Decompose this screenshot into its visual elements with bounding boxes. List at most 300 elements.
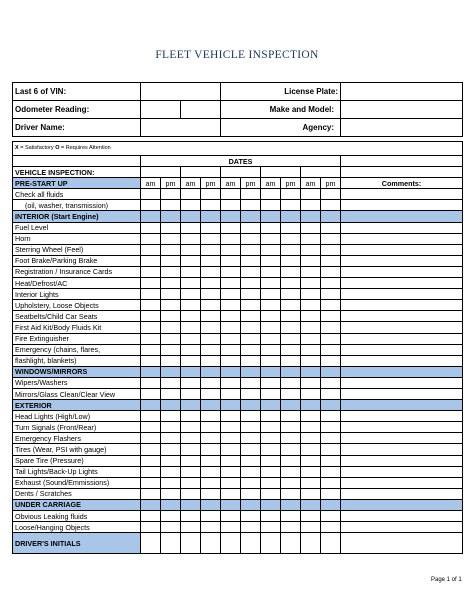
check-cell[interactable] <box>241 211 261 222</box>
check-cell[interactable] <box>281 499 301 510</box>
check-cell[interactable] <box>181 266 201 277</box>
check-cell[interactable] <box>201 311 221 322</box>
check-cell[interactable] <box>261 433 281 444</box>
check-cell[interactable] <box>221 266 241 277</box>
comment-cell[interactable] <box>341 333 463 344</box>
check-cell[interactable] <box>321 278 341 289</box>
check-cell[interactable] <box>221 300 241 311</box>
check-cell[interactable] <box>181 322 201 333</box>
check-cell[interactable] <box>221 311 241 322</box>
check-cell[interactable] <box>141 255 161 266</box>
check-cell[interactable] <box>161 189 181 200</box>
check-cell[interactable] <box>181 366 201 377</box>
check-cell[interactable] <box>161 233 181 244</box>
vin-field[interactable] <box>141 83 221 101</box>
comment-cell[interactable] <box>341 499 463 510</box>
check-cell[interactable] <box>221 211 241 222</box>
check-cell[interactable] <box>241 255 261 266</box>
odometer-field-2[interactable] <box>181 101 221 119</box>
comment-cell[interactable] <box>341 311 463 322</box>
check-cell[interactable] <box>161 466 181 477</box>
check-cell[interactable] <box>301 222 321 233</box>
check-cell[interactable] <box>181 333 201 344</box>
check-cell[interactable] <box>201 511 221 522</box>
comment-cell[interactable] <box>341 455 463 466</box>
comment-cell[interactable] <box>341 300 463 311</box>
check-cell[interactable] <box>201 278 221 289</box>
check-cell[interactable] <box>261 533 281 554</box>
check-cell[interactable] <box>321 511 341 522</box>
check-cell[interactable] <box>181 189 201 200</box>
check-cell[interactable] <box>181 455 201 466</box>
check-cell[interactable] <box>181 400 201 411</box>
check-cell[interactable] <box>281 344 301 355</box>
check-cell[interactable] <box>261 200 281 211</box>
comment-cell[interactable] <box>341 233 463 244</box>
check-cell[interactable] <box>281 189 301 200</box>
check-cell[interactable] <box>161 278 181 289</box>
check-cell[interactable] <box>281 366 301 377</box>
check-cell[interactable] <box>301 433 321 444</box>
check-cell[interactable] <box>241 222 261 233</box>
check-cell[interactable] <box>301 377 321 388</box>
check-cell[interactable] <box>241 344 261 355</box>
check-cell[interactable] <box>241 377 261 388</box>
check-cell[interactable] <box>321 455 341 466</box>
check-cell[interactable] <box>161 477 181 488</box>
check-cell[interactable] <box>301 255 321 266</box>
make-field[interactable] <box>341 101 463 119</box>
check-cell[interactable] <box>241 266 261 277</box>
comment-cell[interactable] <box>341 522 463 533</box>
comment-cell[interactable] <box>341 244 463 255</box>
check-cell[interactable] <box>181 244 201 255</box>
check-cell[interactable] <box>301 200 321 211</box>
check-cell[interactable] <box>241 511 261 522</box>
check-cell[interactable] <box>161 211 181 222</box>
check-cell[interactable] <box>201 522 221 533</box>
check-cell[interactable] <box>141 311 161 322</box>
comment-cell[interactable] <box>341 200 463 211</box>
check-cell[interactable] <box>321 255 341 266</box>
check-cell[interactable] <box>281 533 301 554</box>
check-cell[interactable] <box>141 366 161 377</box>
check-cell[interactable] <box>321 522 341 533</box>
check-cell[interactable] <box>241 477 261 488</box>
check-cell[interactable] <box>241 200 261 211</box>
check-cell[interactable] <box>141 244 161 255</box>
check-cell[interactable] <box>221 488 241 499</box>
check-cell[interactable] <box>221 333 241 344</box>
check-cell[interactable] <box>241 422 261 433</box>
check-cell[interactable] <box>141 322 161 333</box>
check-cell[interactable] <box>261 233 281 244</box>
check-cell[interactable] <box>181 499 201 510</box>
check-cell[interactable] <box>181 522 201 533</box>
check-cell[interactable] <box>241 289 261 300</box>
check-cell[interactable] <box>181 278 201 289</box>
check-cell[interactable] <box>181 411 201 422</box>
check-cell[interactable] <box>281 433 301 444</box>
check-cell[interactable] <box>301 444 321 455</box>
check-cell[interactable] <box>241 433 261 444</box>
check-cell[interactable] <box>221 511 241 522</box>
check-cell[interactable] <box>221 422 241 433</box>
check-cell[interactable] <box>321 300 341 311</box>
check-cell[interactable] <box>221 400 241 411</box>
check-cell[interactable] <box>241 278 261 289</box>
check-cell[interactable] <box>221 355 241 366</box>
comment-cell[interactable] <box>341 278 463 289</box>
check-cell[interactable] <box>301 488 321 499</box>
check-cell[interactable] <box>261 400 281 411</box>
check-cell[interactable] <box>141 466 161 477</box>
check-cell[interactable] <box>241 411 261 422</box>
comment-cell[interactable] <box>341 289 463 300</box>
check-cell[interactable] <box>261 322 281 333</box>
check-cell[interactable] <box>141 400 161 411</box>
comment-cell[interactable] <box>341 222 463 233</box>
check-cell[interactable] <box>301 278 321 289</box>
check-cell[interactable] <box>201 488 221 499</box>
check-cell[interactable] <box>141 499 161 510</box>
check-cell[interactable] <box>161 411 181 422</box>
check-cell[interactable] <box>181 311 201 322</box>
check-cell[interactable] <box>281 400 301 411</box>
check-cell[interactable] <box>141 200 161 211</box>
check-cell[interactable] <box>221 455 241 466</box>
check-cell[interactable] <box>221 366 241 377</box>
check-cell[interactable] <box>141 289 161 300</box>
comment-cell[interactable] <box>341 189 463 200</box>
check-cell[interactable] <box>241 522 261 533</box>
check-cell[interactable] <box>261 388 281 399</box>
check-cell[interactable] <box>221 289 241 300</box>
check-cell[interactable] <box>181 344 201 355</box>
check-cell[interactable] <box>301 533 321 554</box>
check-cell[interactable] <box>141 344 161 355</box>
check-cell[interactable] <box>261 411 281 422</box>
check-cell[interactable] <box>321 244 341 255</box>
check-cell[interactable] <box>301 400 321 411</box>
check-cell[interactable] <box>201 411 221 422</box>
check-cell[interactable] <box>141 511 161 522</box>
check-cell[interactable] <box>301 388 321 399</box>
check-cell[interactable] <box>301 266 321 277</box>
check-cell[interactable] <box>201 444 221 455</box>
check-cell[interactable] <box>201 466 221 477</box>
check-cell[interactable] <box>261 455 281 466</box>
check-cell[interactable] <box>181 355 201 366</box>
check-cell[interactable] <box>181 422 201 433</box>
check-cell[interactable] <box>241 388 261 399</box>
check-cell[interactable] <box>201 400 221 411</box>
check-cell[interactable] <box>181 511 201 522</box>
check-cell[interactable] <box>281 200 301 211</box>
check-cell[interactable] <box>161 499 181 510</box>
check-cell[interactable] <box>241 533 261 554</box>
check-cell[interactable] <box>241 355 261 366</box>
plate-field[interactable] <box>341 83 463 101</box>
check-cell[interactable] <box>201 477 221 488</box>
check-cell[interactable] <box>221 233 241 244</box>
check-cell[interactable] <box>221 522 241 533</box>
check-cell[interactable] <box>301 211 321 222</box>
check-cell[interactable] <box>321 233 341 244</box>
check-cell[interactable] <box>141 189 161 200</box>
check-cell[interactable] <box>281 511 301 522</box>
check-cell[interactable] <box>321 411 341 422</box>
check-cell[interactable] <box>281 411 301 422</box>
check-cell[interactable] <box>181 222 201 233</box>
check-cell[interactable] <box>261 477 281 488</box>
check-cell[interactable] <box>241 300 261 311</box>
check-cell[interactable] <box>201 366 221 377</box>
check-cell[interactable] <box>201 266 221 277</box>
check-cell[interactable] <box>161 455 181 466</box>
comment-cell[interactable] <box>341 411 463 422</box>
comment-cell[interactable] <box>341 355 463 366</box>
check-cell[interactable] <box>241 244 261 255</box>
check-cell[interactable] <box>321 211 341 222</box>
check-cell[interactable] <box>181 289 201 300</box>
comment-cell[interactable] <box>341 255 463 266</box>
check-cell[interactable] <box>281 466 301 477</box>
check-cell[interactable] <box>161 377 181 388</box>
check-cell[interactable] <box>261 211 281 222</box>
check-cell[interactable] <box>301 355 321 366</box>
check-cell[interactable] <box>321 289 341 300</box>
check-cell[interactable] <box>281 333 301 344</box>
check-cell[interactable] <box>201 255 221 266</box>
check-cell[interactable] <box>281 278 301 289</box>
check-cell[interactable] <box>221 499 241 510</box>
check-cell[interactable] <box>261 333 281 344</box>
check-cell[interactable] <box>301 511 321 522</box>
check-cell[interactable] <box>301 366 321 377</box>
check-cell[interactable] <box>161 511 181 522</box>
check-cell[interactable] <box>321 400 341 411</box>
check-cell[interactable] <box>241 400 261 411</box>
check-cell[interactable] <box>261 377 281 388</box>
check-cell[interactable] <box>221 222 241 233</box>
comment-cell[interactable] <box>341 433 463 444</box>
check-cell[interactable] <box>261 466 281 477</box>
check-cell[interactable] <box>141 388 161 399</box>
check-cell[interactable] <box>221 477 241 488</box>
check-cell[interactable] <box>301 333 321 344</box>
check-cell[interactable] <box>261 300 281 311</box>
check-cell[interactable] <box>141 333 161 344</box>
comment-cell[interactable] <box>341 533 463 554</box>
check-cell[interactable] <box>241 444 261 455</box>
check-cell[interactable] <box>221 344 241 355</box>
check-cell[interactable] <box>141 533 161 554</box>
check-cell[interactable] <box>141 433 161 444</box>
check-cell[interactable] <box>141 222 161 233</box>
check-cell[interactable] <box>301 322 321 333</box>
check-cell[interactable] <box>201 222 221 233</box>
check-cell[interactable] <box>301 455 321 466</box>
comment-cell[interactable] <box>341 400 463 411</box>
check-cell[interactable] <box>281 266 301 277</box>
check-cell[interactable] <box>201 244 221 255</box>
check-cell[interactable] <box>141 411 161 422</box>
check-cell[interactable] <box>161 311 181 322</box>
check-cell[interactable] <box>201 455 221 466</box>
check-cell[interactable] <box>321 533 341 554</box>
check-cell[interactable] <box>161 400 181 411</box>
check-cell[interactable] <box>161 255 181 266</box>
check-cell[interactable] <box>281 488 301 499</box>
check-cell[interactable] <box>161 322 181 333</box>
check-cell[interactable] <box>141 266 161 277</box>
check-cell[interactable] <box>181 433 201 444</box>
check-cell[interactable] <box>261 488 281 499</box>
comment-cell[interactable] <box>341 422 463 433</box>
check-cell[interactable] <box>281 477 301 488</box>
check-cell[interactable] <box>161 333 181 344</box>
check-cell[interactable] <box>281 233 301 244</box>
check-cell[interactable] <box>281 300 301 311</box>
check-cell[interactable] <box>161 422 181 433</box>
check-cell[interactable] <box>181 533 201 554</box>
check-cell[interactable] <box>261 422 281 433</box>
check-cell[interactable] <box>201 355 221 366</box>
check-cell[interactable] <box>281 422 301 433</box>
check-cell[interactable] <box>321 189 341 200</box>
check-cell[interactable] <box>261 511 281 522</box>
check-cell[interactable] <box>241 322 261 333</box>
check-cell[interactable] <box>241 466 261 477</box>
check-cell[interactable] <box>301 233 321 244</box>
check-cell[interactable] <box>261 444 281 455</box>
check-cell[interactable] <box>181 377 201 388</box>
check-cell[interactable] <box>201 300 221 311</box>
check-cell[interactable] <box>141 444 161 455</box>
check-cell[interactable] <box>161 244 181 255</box>
check-cell[interactable] <box>161 355 181 366</box>
check-cell[interactable] <box>321 311 341 322</box>
check-cell[interactable] <box>241 311 261 322</box>
check-cell[interactable] <box>281 244 301 255</box>
check-cell[interactable] <box>181 200 201 211</box>
comment-cell[interactable] <box>341 488 463 499</box>
check-cell[interactable] <box>201 433 221 444</box>
check-cell[interactable] <box>161 266 181 277</box>
check-cell[interactable] <box>201 289 221 300</box>
check-cell[interactable] <box>281 377 301 388</box>
check-cell[interactable] <box>201 200 221 211</box>
check-cell[interactable] <box>161 300 181 311</box>
check-cell[interactable] <box>221 278 241 289</box>
check-cell[interactable] <box>281 355 301 366</box>
check-cell[interactable] <box>241 488 261 499</box>
check-cell[interactable] <box>321 355 341 366</box>
comment-cell[interactable] <box>341 511 463 522</box>
check-cell[interactable] <box>301 422 321 433</box>
check-cell[interactable] <box>201 388 221 399</box>
check-cell[interactable] <box>301 300 321 311</box>
comment-cell[interactable] <box>341 444 463 455</box>
check-cell[interactable] <box>321 344 341 355</box>
check-cell[interactable] <box>281 388 301 399</box>
check-cell[interactable] <box>321 366 341 377</box>
check-cell[interactable] <box>261 366 281 377</box>
check-cell[interactable] <box>181 300 201 311</box>
check-cell[interactable] <box>141 477 161 488</box>
check-cell[interactable] <box>241 189 261 200</box>
check-cell[interactable] <box>161 488 181 499</box>
check-cell[interactable] <box>141 300 161 311</box>
check-cell[interactable] <box>161 289 181 300</box>
check-cell[interactable] <box>221 444 241 455</box>
check-cell[interactable] <box>221 255 241 266</box>
check-cell[interactable] <box>141 422 161 433</box>
check-cell[interactable] <box>141 522 161 533</box>
comment-cell[interactable] <box>341 344 463 355</box>
check-cell[interactable] <box>221 466 241 477</box>
check-cell[interactable] <box>261 344 281 355</box>
check-cell[interactable] <box>221 322 241 333</box>
comment-cell[interactable] <box>341 366 463 377</box>
check-cell[interactable] <box>241 499 261 510</box>
check-cell[interactable] <box>301 344 321 355</box>
comment-cell[interactable] <box>341 377 463 388</box>
check-cell[interactable] <box>141 233 161 244</box>
check-cell[interactable] <box>201 533 221 554</box>
check-cell[interactable] <box>301 289 321 300</box>
check-cell[interactable] <box>221 433 241 444</box>
check-cell[interactable] <box>281 322 301 333</box>
check-cell[interactable] <box>181 466 201 477</box>
check-cell[interactable] <box>301 189 321 200</box>
check-cell[interactable] <box>261 244 281 255</box>
check-cell[interactable] <box>241 455 261 466</box>
check-cell[interactable] <box>281 444 301 455</box>
check-cell[interactable] <box>181 211 201 222</box>
check-cell[interactable] <box>161 533 181 554</box>
comment-cell[interactable] <box>341 266 463 277</box>
check-cell[interactable] <box>161 222 181 233</box>
check-cell[interactable] <box>141 211 161 222</box>
check-cell[interactable] <box>261 189 281 200</box>
check-cell[interactable] <box>201 344 221 355</box>
check-cell[interactable] <box>321 477 341 488</box>
check-cell[interactable] <box>161 366 181 377</box>
check-cell[interactable] <box>321 333 341 344</box>
check-cell[interactable] <box>161 344 181 355</box>
check-cell[interactable] <box>221 189 241 200</box>
comment-cell[interactable] <box>341 211 463 222</box>
check-cell[interactable] <box>321 433 341 444</box>
check-cell[interactable] <box>281 522 301 533</box>
check-cell[interactable] <box>141 488 161 499</box>
check-cell[interactable] <box>221 388 241 399</box>
check-cell[interactable] <box>201 233 221 244</box>
check-cell[interactable] <box>161 200 181 211</box>
check-cell[interactable] <box>161 388 181 399</box>
agency-field[interactable] <box>341 119 463 137</box>
check-cell[interactable] <box>161 444 181 455</box>
check-cell[interactable] <box>261 355 281 366</box>
check-cell[interactable] <box>161 522 181 533</box>
check-cell[interactable] <box>241 366 261 377</box>
check-cell[interactable] <box>301 244 321 255</box>
check-cell[interactable] <box>301 311 321 322</box>
check-cell[interactable] <box>301 411 321 422</box>
check-cell[interactable] <box>201 189 221 200</box>
